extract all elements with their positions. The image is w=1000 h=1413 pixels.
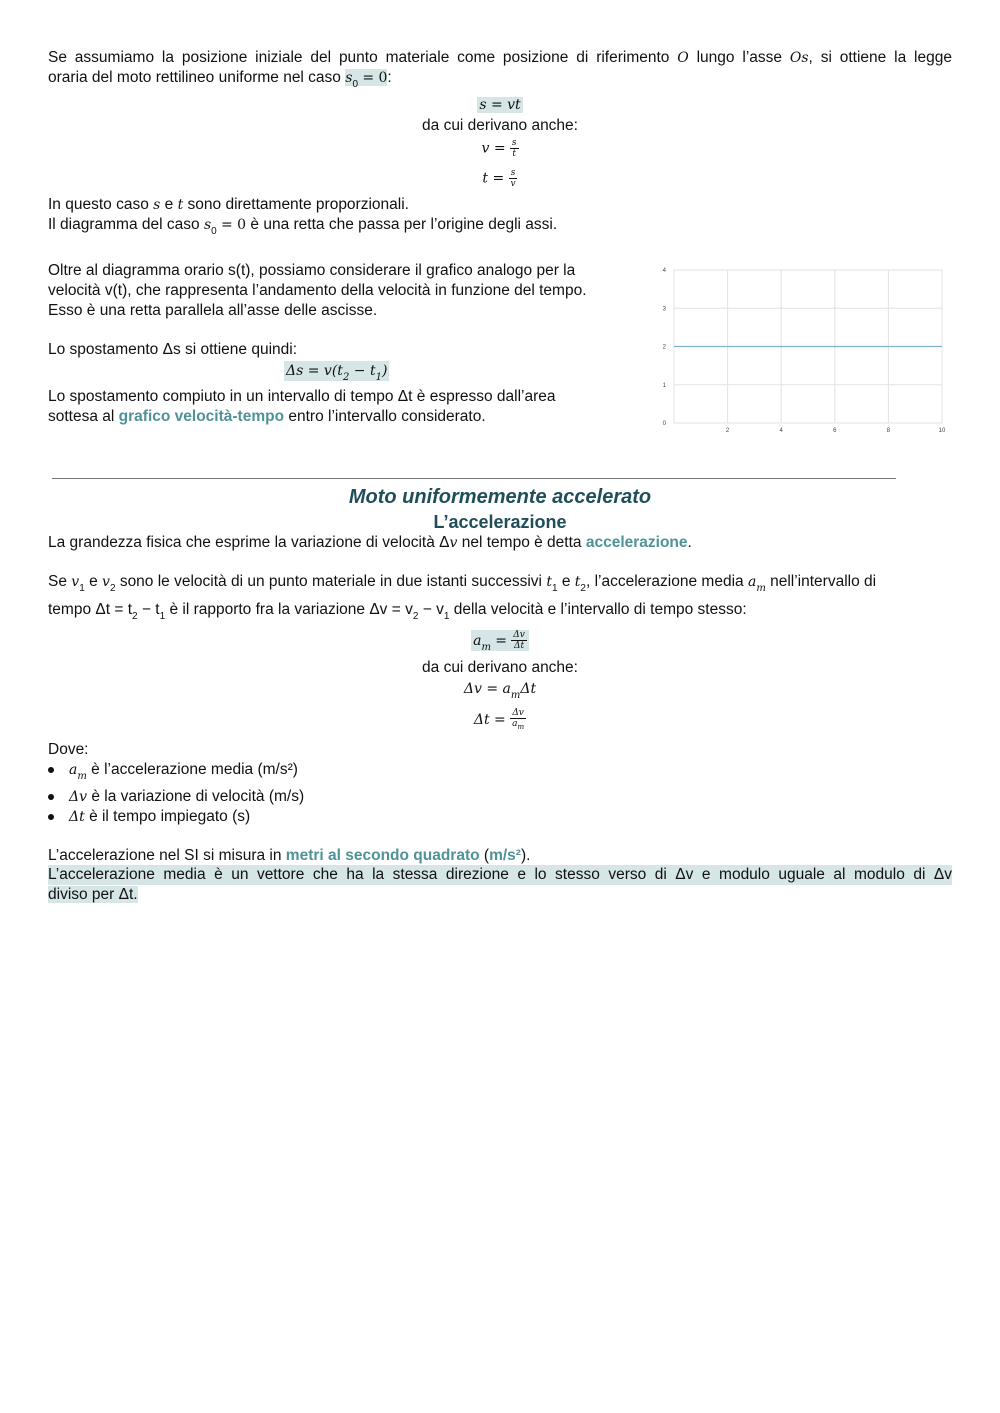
equation-dv: $\Delta v = a_m\Delta t$ <box>463 681 537 701</box>
text: lungo l’asse <box>696 49 783 66</box>
text: oraria del moto rettilineo uniforme nel caso <box>48 69 341 86</box>
math-s0-eq: $s_0 = 0$ <box>345 70 388 90</box>
x-tick-label: 4 <box>779 428 783 434</box>
equation-s-vt: s = vt <box>479 97 521 113</box>
list-item: Δv è la variazione di velocità (m/s) <box>48 787 304 807</box>
equation-t: t = $\frac{s}{v}$ <box>482 168 516 189</box>
x-tick-label: 8 <box>886 428 891 434</box>
x-tick-label: 10 <box>938 428 946 434</box>
section-subtitle: L’accelerazione <box>433 512 567 532</box>
bullet-icon <box>48 794 54 800</box>
p3-line3: Esso è una retta parallela all’asse delle ascisse. <box>48 302 378 319</box>
y-tick-label: 2 <box>662 344 666 351</box>
p3-line2: velocità v(t), che rappresenta l’andamento della velocità in funzione del tempo. <box>48 282 587 299</box>
bullet-icon <box>48 767 54 773</box>
list-item: Δt è il tempo impiegato (s) <box>48 807 250 827</box>
equation-am: $a_m$ = $\frac{\Delta v}{\Delta t}$ <box>48 630 952 658</box>
x-tick-label: 2 <box>725 428 730 434</box>
da-cui-2: da cui derivano anche: <box>422 659 578 676</box>
unit-ms2: m/s² <box>489 847 521 864</box>
p3-line1: Oltre al diagramma orario s(t), possiamo considerare il grafico analogo per la <box>48 262 576 279</box>
math-o: O <box>677 50 689 66</box>
p2-line2: Il diagramma del caso $s_0 = 0$ è una retta che passa per l’origine degli assi. <box>48 216 558 237</box>
p6-line2: L’accelerazione media è un vettore che ha la stessa direzione e lo stesso verso di Δv e modulo uguale al modulo di Δv <box>48 866 952 883</box>
bullet-icon <box>48 814 54 820</box>
y-tick-label: 1 <box>662 382 666 389</box>
y-tick-label: 0 <box>662 421 666 427</box>
section-divider <box>52 478 896 479</box>
velocity-time-chart <box>612 258 947 438</box>
link-grafico-velocita-tempo[interactable]: grafico velocità-tempo <box>118 408 285 425</box>
da-cui-1: da cui derivano anche: <box>422 117 578 134</box>
p3-line5: Lo spostamento compiuto in un intervallo di tempo Δt è espresso dall’area <box>48 388 556 405</box>
text: Se assumiamo la posizione iniziale del punto materiale come posizione di riferimento <box>48 49 670 66</box>
p5-line1: Se $v_1$ e $v_2$ sono le velocità di un punto materiale in due istanti successivi $t_1$ e $t_2$, l’accelerazione media $a_m$ nell’intervallo di <box>48 573 877 594</box>
equation-delta-s: $\Delta s = v(t_2 - t_1)$ <box>286 363 388 383</box>
dove-label: Dove: <box>48 741 89 758</box>
list-item: $a_m$ è l’accelerazione media (m/s²) <box>48 760 298 787</box>
link-accelerazione[interactable]: accelerazione <box>585 534 688 551</box>
p3-line6: sottesa al grafico velocità-tempo entro l’intervallo considerato. <box>48 408 486 425</box>
p2-line1: In questo caso s e t sono direttamente proporzionali. <box>48 196 409 213</box>
p6-line3: diviso per Δt. <box>48 886 138 903</box>
equation-dt: Δt = $\frac{\Delta v}{a_m}$ <box>473 708 525 731</box>
link-metri-al-secondo-quadrato[interactable]: metri al secondo quadrato <box>285 847 480 864</box>
text: : <box>387 69 392 86</box>
p3-line4: Lo spostamento Δs si ottiene quindi: <box>48 341 298 358</box>
math-os: Os <box>789 50 809 66</box>
p4-line1: La grandezza fisica che esprime la variazione di velocità Δv nel tempo è detta accelerazione. <box>48 534 692 551</box>
y-tick-label: 4 <box>662 268 666 274</box>
p1-line2 <box>48 68 392 95</box>
equation-v: v = $\frac{s}{t}$ <box>481 138 517 159</box>
p1-line1 <box>48 48 952 68</box>
text: , si ottiene la legge <box>808 49 952 66</box>
p6-line1: L’accelerazione nel SI si misura in metri al secondo quadrato (m/s²). <box>48 847 531 864</box>
x-tick-label: 6 <box>833 428 837 434</box>
y-tick-label: 3 <box>662 306 666 313</box>
section-title: Moto uniformemente accelerato <box>348 486 652 508</box>
p5-line2: tempo $\Delta t = t_2 - t_1$ è il rapporto fra la variazione $\Delta v = v_2 - v_1$ della velocità e l’intervallo di tempo stesso: <box>48 601 747 622</box>
